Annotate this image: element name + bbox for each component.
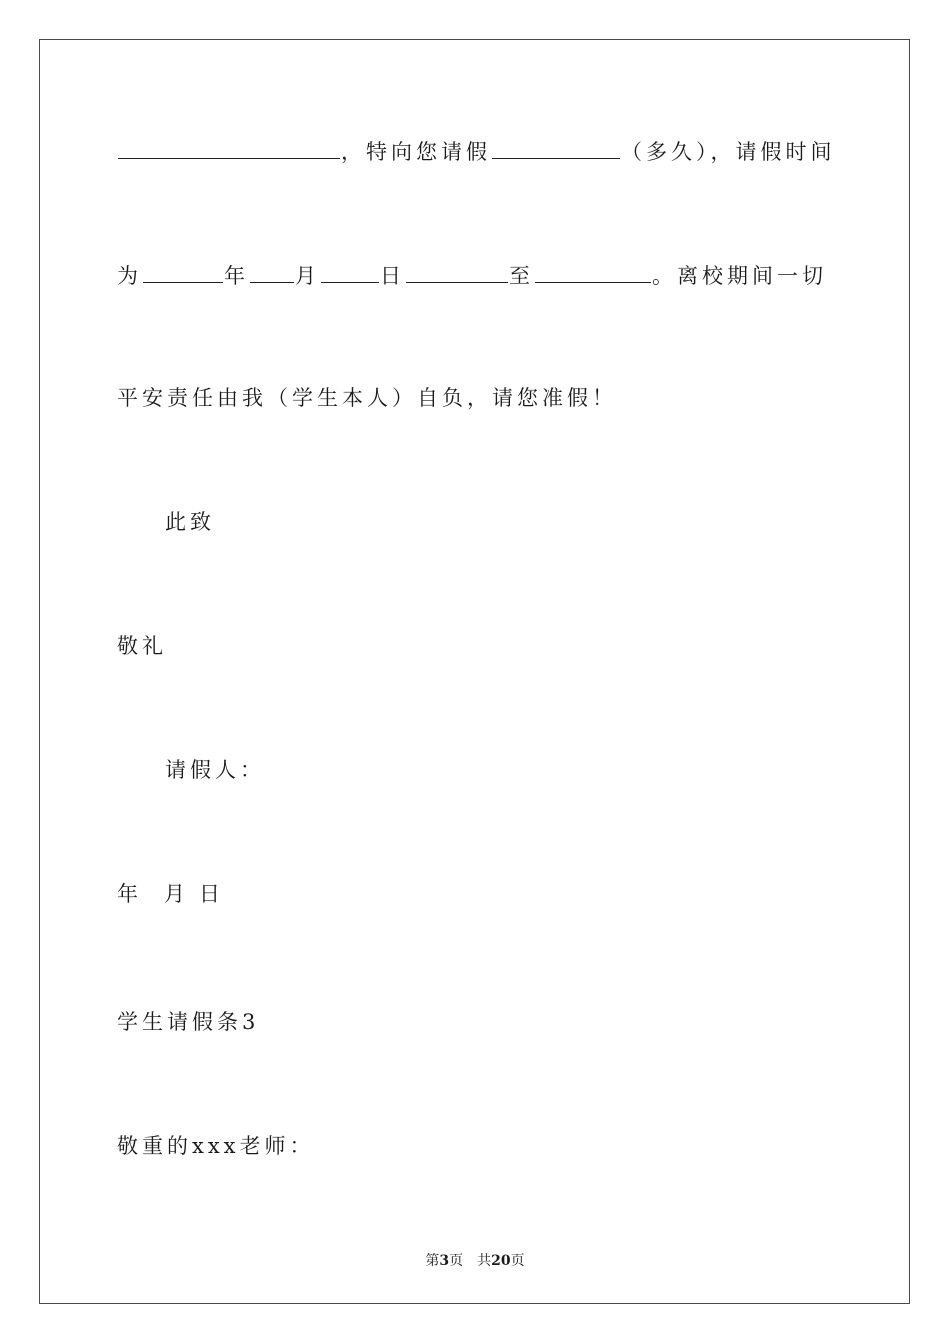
month-label: 月 xyxy=(295,264,320,288)
month-blank[interactable] xyxy=(250,264,294,283)
page-number: 3 xyxy=(439,1253,450,1269)
total-pages: 20 xyxy=(491,1253,511,1269)
date-line xyxy=(117,884,224,905)
page-prefix: 第 xyxy=(425,1253,440,1269)
date-year: 年 xyxy=(117,882,142,906)
total-prefix: 共 xyxy=(477,1253,492,1269)
day-label: 日 xyxy=(380,264,405,288)
page-suffix: 页 xyxy=(449,1253,464,1269)
period-prefix: 为 xyxy=(117,264,142,288)
reason-text: ，特向您请假 xyxy=(341,140,491,164)
reason-blank[interactable] xyxy=(118,140,340,159)
day-blank[interactable] xyxy=(321,264,379,283)
date-month: 月 xyxy=(164,882,189,906)
reason-line xyxy=(117,140,836,163)
to-label: 至 xyxy=(509,264,534,288)
greeting-text: 敬重的xxx老师： xyxy=(117,1134,315,1158)
date-day: 日 xyxy=(199,882,224,906)
page-frame xyxy=(39,39,910,1304)
period-suffix: 。离校期间一切 xyxy=(652,264,827,288)
section-title: 学生请假条3 xyxy=(117,1010,260,1034)
end-time-blank[interactable] xyxy=(535,264,651,283)
salute-text: 敬礼 xyxy=(117,634,167,658)
applicant-label: 请假人： xyxy=(165,758,265,782)
responsibility-line: 平安责任由我（学生本人）自负，请您准假！ xyxy=(117,386,617,410)
year-blank[interactable] xyxy=(143,264,223,283)
total-suffix: 页 xyxy=(510,1253,525,1269)
closing-text: 此致 xyxy=(165,510,215,534)
page-footer xyxy=(0,1250,950,1270)
year-label: 年 xyxy=(224,264,249,288)
period-line xyxy=(117,264,827,287)
duration-blank[interactable] xyxy=(492,140,620,159)
duration-text: （多久），请假时间 xyxy=(621,140,836,164)
start-time-blank[interactable] xyxy=(406,264,508,283)
